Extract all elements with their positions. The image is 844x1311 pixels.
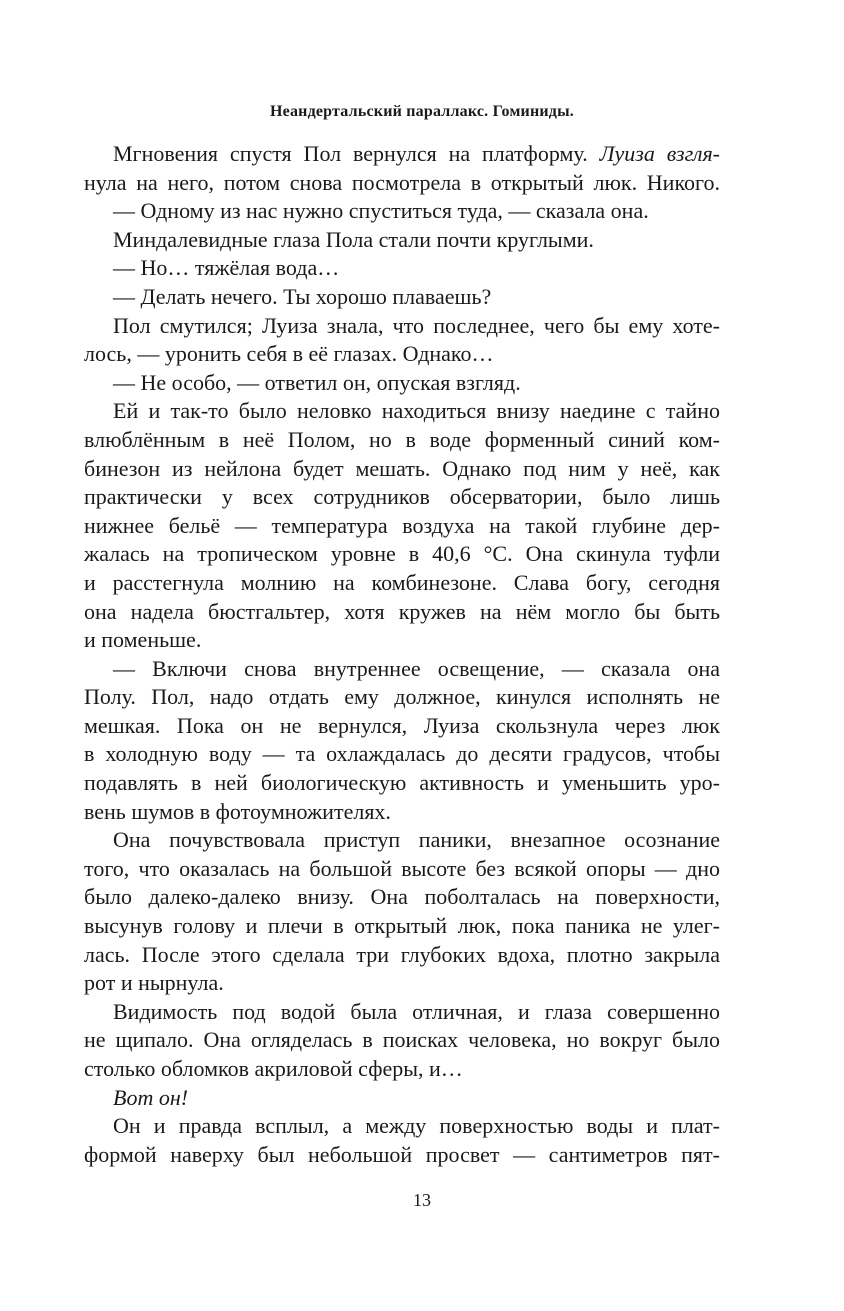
- body-text: [84, 140, 720, 1169]
- text-line: практически у всех сотрудников обсерватории, было лишь: [84, 484, 720, 510]
- text-line: рот и нырнула.: [84, 970, 224, 996]
- text-line: формой наверху был небольшой просвет — сантиметров пят-: [84, 1141, 720, 1167]
- text-line: — Включи снова внутреннее освещение, — сказала она: [113, 655, 720, 681]
- text-line: вень шумов в фотоумножителях.: [84, 798, 391, 824]
- text-line: бинезон из нейлона будет мешать. Однако под ним у неё, как: [84, 455, 720, 481]
- italic-text-span: Луиза взгля-: [599, 141, 721, 166]
- text-line: влюблённым в неё Полом, но в воде форменный синий ком-: [84, 426, 720, 452]
- text-line: — Делать нечего. Ты хорошо плаваешь?: [113, 283, 492, 309]
- text-line: — Не особо, — ответил он, опуская взгляд.: [113, 369, 521, 395]
- text-line: Он и правда всплыл, а между поверхностью воды и плат-: [113, 1113, 720, 1139]
- text-line: лась. После этого сделала три глубоких вдоха, плотно закрыла: [84, 941, 720, 967]
- page-number: 13: [413, 1190, 431, 1210]
- text-line: Полу. Пол, надо отдать ему должное, кинулся исполнять не: [84, 684, 720, 710]
- text-line: Ей и так-то было неловко находиться внизу наедине с тайно: [113, 398, 720, 424]
- text-line: столько обломков акриловой сферы, и…: [84, 1056, 463, 1081]
- text-line: Миндалевидные глаза Пола стали почти круглыми.: [113, 226, 594, 252]
- text-line: жалась на тропическом уровне в 40,6 °C. Она скинула туфли: [84, 541, 720, 567]
- running-head-title: Неандертальский параллакс. Гоминиды.: [270, 103, 574, 120]
- text-line: не щипало. Она огляделась в поисках человека, но вокруг было: [84, 1027, 720, 1053]
- text-line: в холодную воду — та охлаждалась до десяти градусов, чтобы: [84, 741, 720, 767]
- text-line: и поменьше.: [84, 627, 202, 653]
- text-line: Пол смутился; Луиза знала, что последнее, чего бы ему хоте-: [113, 312, 720, 338]
- text-line: Видимость под водой была отличная, и глаза совершенно: [113, 998, 720, 1024]
- text-line: нула на него, потом снова посмотрела в открытый люк. Никого.: [84, 169, 720, 195]
- text-span: Мгновения спустя Пол вернулся на платформу.: [113, 141, 600, 166]
- text-line: — Одному из нас нужно спуститься туда, — сказала она.: [113, 198, 649, 224]
- text-line: мешкая. Пока он не вернулся, Луиза скользнула через люк: [84, 712, 720, 738]
- text-line: подавлять в ней биологическую активность и уменьшить уро-: [84, 770, 720, 796]
- text-line: она надела бюстгальтер, хотя кружев на нём могло бы быть: [84, 598, 720, 624]
- text-line: высунув голову и плечи в открытый люк, пока паника не улег-: [84, 913, 720, 939]
- italic-text-span: Вот он!: [113, 1084, 189, 1110]
- text-line: [84, 1084, 720, 1113]
- text-line: [84, 140, 720, 169]
- text-line: Она почувствовала приступ паники, внезапное осознание: [113, 827, 720, 853]
- text-line: того, что оказалась на большой высоте без всякой опоры — дно: [84, 855, 720, 881]
- text-line: и расстегнула молнию на комбинезоне. Слава богу, сегодня: [84, 569, 720, 595]
- text-line: — Но… тяжёлая вода…: [113, 255, 340, 281]
- text-line: было далеко-далеко внизу. Она поболталась на поверхности,: [84, 884, 720, 910]
- text-line: нижнее бельё — температура воздуха на такой глубине дер-: [84, 512, 720, 538]
- text-line: лось, — уронить себя в её глазах. Однако…: [84, 341, 494, 367]
